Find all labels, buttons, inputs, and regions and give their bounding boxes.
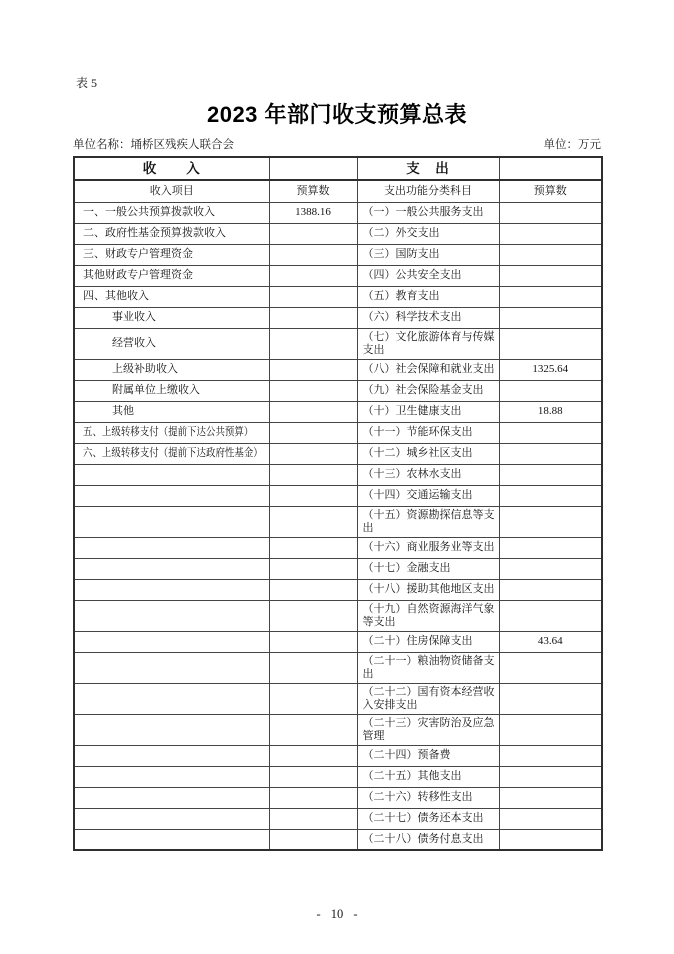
expense-budget-cell: [499, 380, 602, 401]
table-row: [74, 380, 602, 401]
expense-item-cell: （十八）援助其他地区支出: [357, 579, 499, 600]
table-row: [74, 485, 602, 506]
expense-item-cell: （二十八）债务付息支出: [357, 829, 499, 850]
income-budget-cell: [269, 422, 357, 443]
expense-item-cell: （十七）金融支出: [357, 558, 499, 579]
income-item-cell: [74, 745, 269, 766]
income-budget-cell: [269, 485, 357, 506]
income-budget-cell: [269, 328, 357, 359]
expense-item-cell: （四）公共安全支出: [357, 265, 499, 286]
income-budget-cell: [269, 652, 357, 683]
expense-item-cell: （二十七）债务还本支出: [357, 808, 499, 829]
expense-section-header: 支 出: [357, 157, 499, 180]
income-budget-cell: [269, 244, 357, 265]
column-header-expense-category: 支出功能分类科目: [357, 180, 499, 202]
expense-budget-cell: [499, 745, 602, 766]
expense-budget-cell: 1325.64: [499, 359, 602, 380]
table-row: [74, 683, 602, 714]
table-row: [74, 443, 602, 464]
expense-item-cell: （十二）城乡社区支出: [357, 443, 499, 464]
income-section-header-spacer: [269, 157, 357, 180]
expense-budget-cell: [499, 808, 602, 829]
expense-budget-cell: [499, 443, 602, 464]
expense-budget-cell: [499, 286, 602, 307]
income-budget-cell: [269, 359, 357, 380]
income-budget-cell: [269, 808, 357, 829]
expense-item-cell: （二十）住房保障支出: [357, 631, 499, 652]
income-item-text: 六、上级转移支付（提前下达政府性基金）: [83, 447, 263, 459]
income-budget-cell: [269, 600, 357, 631]
expense-budget-cell: [499, 328, 602, 359]
income-item-cell: [74, 579, 269, 600]
table-row: [74, 422, 602, 443]
income-budget-cell: [269, 787, 357, 808]
table-row: [74, 600, 602, 631]
income-item-cell: 上级补助收入: [74, 359, 269, 380]
income-item-cell: [74, 485, 269, 506]
income-budget-cell: [269, 683, 357, 714]
expense-item-cell: （二）外交支出: [357, 223, 499, 244]
income-item-cell: [74, 558, 269, 579]
expense-budget-cell: [499, 600, 602, 631]
page-title: 2023 年部门收支预算总表: [206, 102, 468, 127]
expense-item-cell: （六）科学技术支出: [357, 307, 499, 328]
income-budget-cell: [269, 745, 357, 766]
table-row: [74, 307, 602, 328]
table-row: [74, 766, 602, 787]
income-item-cell: [74, 506, 269, 537]
table-row: [74, 244, 602, 265]
expense-item-cell: （二十四）预备费: [357, 745, 499, 766]
expense-budget-cell: [499, 485, 602, 506]
table-row: [74, 328, 602, 359]
income-item-cell: 三、财政专户管理资金: [74, 244, 269, 265]
income-budget-cell: [269, 714, 357, 745]
expense-item-cell: （二十一）粮油物资储备支出: [357, 652, 499, 683]
income-section-header: 收 入: [74, 157, 269, 180]
table-number-label: 表 5: [76, 76, 98, 90]
expense-section-header-spacer: [499, 157, 602, 180]
table-row: [74, 652, 602, 683]
table-body: [74, 202, 602, 850]
income-budget-cell: [269, 307, 357, 328]
income-item-cell: [74, 808, 269, 829]
expense-item-cell: （十五）资源勘探信息等支出: [357, 506, 499, 537]
income-budget-cell: [269, 579, 357, 600]
expense-item-cell: （一）一般公共服务支出: [357, 202, 499, 223]
income-budget-cell: [269, 265, 357, 286]
income-budget-cell: [269, 558, 357, 579]
table-row: [74, 745, 602, 766]
income-item-cell: 其他财政专户管理资金: [74, 265, 269, 286]
unit-name-label: 单位名称：埇桥区残疾人联合会: [73, 139, 234, 151]
table-row: [74, 558, 602, 579]
expense-budget-cell: [499, 766, 602, 787]
column-header-row: [74, 180, 602, 202]
income-item-cell: [74, 443, 269, 464]
expense-budget-cell: [499, 202, 602, 223]
section-header-row: [74, 157, 602, 180]
expense-budget-cell: [499, 422, 602, 443]
income-budget-cell: [269, 766, 357, 787]
income-item-cell: [74, 652, 269, 683]
income-item-cell: 二、政府性基金预算拨款收入: [74, 223, 269, 244]
budget-summary-table: [73, 156, 603, 851]
income-budget-cell: [269, 829, 357, 850]
table-row: [74, 579, 602, 600]
expense-item-cell: （十一）节能环保支出: [357, 422, 499, 443]
expense-budget-cell: [499, 506, 602, 537]
expense-item-cell: （八）社会保障和就业支出: [357, 359, 499, 380]
income-item-cell: 附属单位上缴收入: [74, 380, 269, 401]
table-row: [74, 808, 602, 829]
expense-budget-cell: [499, 307, 602, 328]
table-row: [74, 401, 602, 422]
expense-item-cell: （十九）自然资源海洋气象等支出: [357, 600, 499, 631]
table-row: [74, 631, 602, 652]
income-budget-cell: [269, 401, 357, 422]
meta-row: [73, 138, 601, 152]
currency-unit-label: 单位：万元: [543, 139, 601, 151]
income-item-cell: [74, 766, 269, 787]
column-header-income-item: 收入项目: [74, 180, 269, 202]
income-item-cell: [74, 464, 269, 485]
table-row: [74, 506, 602, 537]
table-row: [74, 202, 602, 223]
income-item-cell: 事业收入: [74, 307, 269, 328]
expense-item-cell: （七）文化旅游体育与传媒支出: [357, 328, 499, 359]
page-number: - 10 -: [316, 907, 358, 921]
expense-budget-cell: [499, 244, 602, 265]
expense-budget-cell: [499, 464, 602, 485]
expense-budget-cell: [499, 829, 602, 850]
income-item-cell: 其他: [74, 401, 269, 422]
expense-budget-cell: [499, 579, 602, 600]
income-item-cell: [74, 829, 269, 850]
income-item-cell: [74, 631, 269, 652]
expense-budget-cell: 18.88: [499, 401, 602, 422]
expense-budget-cell: [499, 714, 602, 745]
table-row: [74, 359, 602, 380]
expense-item-cell: （二十二）国有资本经营收入安排支出: [357, 683, 499, 714]
table-row: [74, 464, 602, 485]
table-row: [74, 286, 602, 307]
column-header-income-budget: 预算数: [269, 180, 357, 202]
income-budget-cell: [269, 286, 357, 307]
expense-item-cell: （二十六）转移性支出: [357, 787, 499, 808]
expense-budget-cell: [499, 537, 602, 558]
table-row: [74, 714, 602, 745]
expense-budget-cell: [499, 223, 602, 244]
income-budget-cell: [269, 631, 357, 652]
income-budget-cell: [269, 443, 357, 464]
income-budget-cell: [269, 380, 357, 401]
income-budget-cell: 1388.16: [269, 202, 357, 223]
income-budget-cell: [269, 223, 357, 244]
expense-item-cell: （五）教育支出: [357, 286, 499, 307]
income-item-cell: [74, 714, 269, 745]
income-item-cell: [74, 422, 269, 443]
income-item-cell: [74, 600, 269, 631]
income-budget-cell: [269, 506, 357, 537]
income-item-cell: 一、一般公共预算拨款收入: [74, 202, 269, 223]
income-budget-cell: [269, 464, 357, 485]
table-row: [74, 537, 602, 558]
expense-budget-cell: [499, 652, 602, 683]
table-row: [74, 265, 602, 286]
income-item-cell: [74, 683, 269, 714]
expense-budget-cell: [499, 787, 602, 808]
income-item-cell: [74, 787, 269, 808]
expense-budget-cell: [499, 683, 602, 714]
column-header-expense-budget: 预算数: [499, 180, 602, 202]
expense-item-cell: （十四）交通运输支出: [357, 485, 499, 506]
income-item-cell: 四、其他收入: [74, 286, 269, 307]
expense-item-cell: （十六）商业服务业等支出: [357, 537, 499, 558]
income-item-cell: [74, 537, 269, 558]
expense-item-cell: （二十五）其他支出: [357, 766, 499, 787]
table-row: [74, 787, 602, 808]
income-item-cell: 经营收入: [74, 328, 269, 359]
expense-item-cell: （十三）农林水支出: [357, 464, 499, 485]
table-row: [74, 829, 602, 850]
expense-item-cell: （三）国防支出: [357, 244, 499, 265]
expense-budget-cell: 43.64: [499, 631, 602, 652]
income-budget-cell: [269, 537, 357, 558]
expense-item-cell: （九）社会保险基金支出: [357, 380, 499, 401]
expense-budget-cell: [499, 558, 602, 579]
income-item-text: 五、上级转移支付（提前下达公共预算）: [83, 426, 254, 438]
expense-item-cell: （二十三）灾害防治及应急管理: [357, 714, 499, 745]
expense-item-cell: （十）卫生健康支出: [357, 401, 499, 422]
expense-budget-cell: [499, 265, 602, 286]
table-row: [74, 223, 602, 244]
